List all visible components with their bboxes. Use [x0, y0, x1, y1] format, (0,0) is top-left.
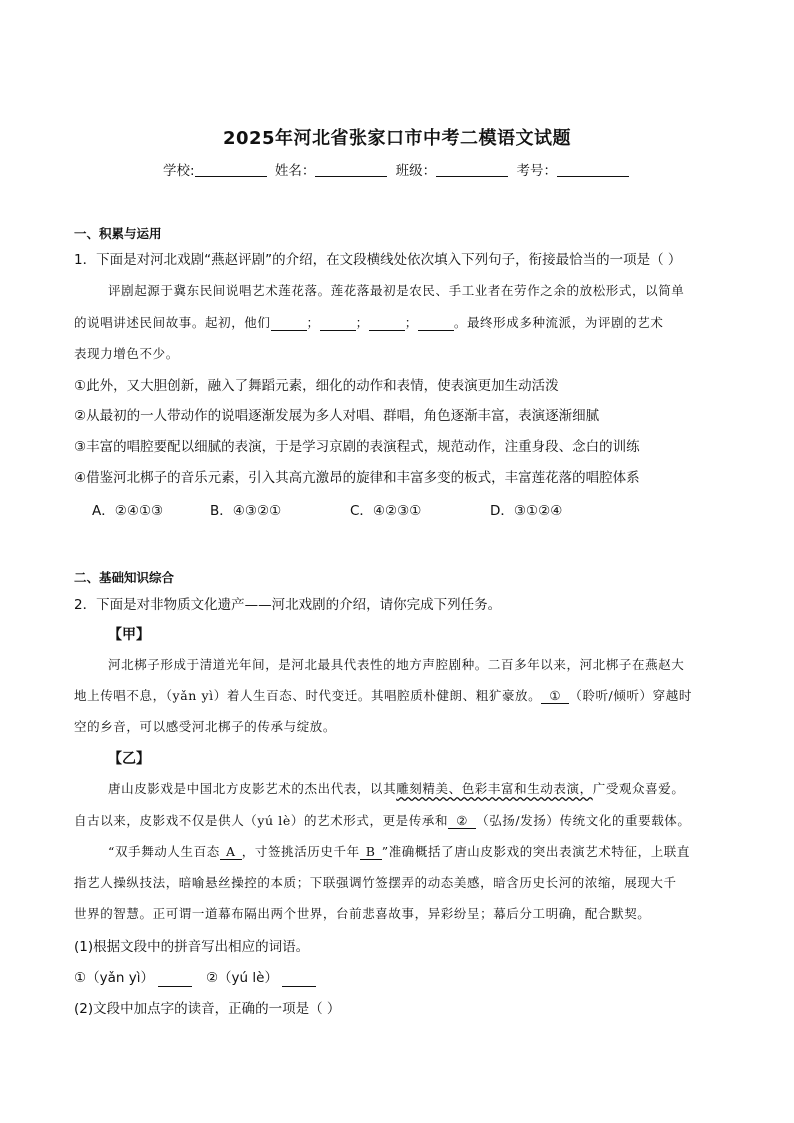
sub-question-1: (1)根据文段中的拼音写出相应的词语。	[74, 939, 310, 955]
sub-question-1-answers	[74, 966, 724, 987]
passage-text: 。最终形成多种流派，为评剧的艺术	[453, 315, 664, 330]
fill-blank[interactable]	[271, 315, 307, 331]
section-heading-2: 二、基础知识综合	[74, 570, 175, 585]
passage-text: 自古以来，皮影戏不仅是供人（yú lè）的艺术形式，更是传承和	[74, 813, 449, 828]
name-label: 姓名：	[274, 163, 316, 179]
option-sentence-2: ②从最初的一人带动作的说唱逐渐发展为多人对唱、群唱，角色逐渐丰富，表演逐渐细腻	[74, 408, 600, 424]
passage-line: 空的乡音，可以感受河北梆子的传承与绽放。	[74, 719, 337, 734]
separator: ；	[355, 315, 369, 330]
passage-label-jia: 【甲】	[108, 627, 150, 643]
answer-blank-2[interactable]	[282, 970, 316, 987]
choice-a[interactable]: A．②④①③	[92, 503, 164, 519]
question-1-stem: 1．下面是对河北戏剧“燕赵评剧”的介绍，在文段横线处依次填入下列句子，衔接最恰当的一项是（ ）	[74, 252, 682, 268]
fill-blank[interactable]	[418, 315, 454, 331]
sub-question-2: (2)文段中加点字的读音，正确的一项是（ ）	[74, 1001, 341, 1017]
choice-c[interactable]: C．④②③①	[350, 503, 422, 519]
passage-line	[74, 313, 722, 331]
option-sentence-1: ①此外，又大胆创新，融入了舞蹈元素，细化的动作和表情，使表演更加生动活泼	[74, 378, 559, 394]
exam-no-blank[interactable]	[557, 163, 629, 177]
passage-line	[74, 686, 722, 704]
passage-line	[74, 811, 722, 829]
fill-blank-b[interactable]: B	[360, 844, 382, 860]
name-blank[interactable]	[315, 163, 387, 177]
option-sentence-3: ③丰富的唱腔要配以细腻的表演，于是学习京剧的表演程式，规范动作，注重身段、念白的训练	[74, 439, 640, 455]
page-title: 2025年河北省张家口市中考二模语文试题	[222, 128, 572, 149]
fill-blank-a[interactable]: A	[220, 844, 242, 860]
question-2-stem: 2．下面是对非物质文化遗产——河北戏剧的介绍，请你完成下列任务。	[74, 597, 502, 613]
fill-blank[interactable]	[320, 315, 356, 331]
wavy-underlined-phrase: 雕刻精美、色彩丰富和生动表演，	[396, 781, 593, 796]
class-blank[interactable]	[436, 163, 508, 177]
passage-text: （弘扬/发扬）传统文化的重要载体。	[476, 813, 691, 828]
passage-text: 唐山皮影戏是中国北方皮影艺术的杰出代表，以其	[108, 781, 397, 796]
separator: ；	[404, 315, 418, 330]
passage-line	[108, 842, 722, 860]
student-info-line	[0, 159, 794, 179]
passage-line: 表现力增色不少。	[74, 346, 179, 361]
exam-no-label: 考号：	[516, 163, 557, 179]
section-heading-1: 一、积累与运用	[74, 226, 162, 241]
passage-text: （聆听/倾听）穿越时	[569, 688, 692, 703]
answer-blank-1[interactable]	[158, 970, 192, 987]
separator: ；	[306, 315, 320, 330]
fill-blank-2[interactable]: ②	[448, 813, 476, 829]
passage-label-yi: 【乙】	[108, 751, 150, 767]
fill-blank[interactable]	[369, 315, 405, 331]
passage-line: 世界的智慧。正可谓一道幕布隔出两个世界，台前悲喜故事，异彩纷呈；幕后分工明确，配合默契。	[74, 906, 651, 921]
class-label: 班级：	[395, 163, 437, 179]
answer-label-2: ②（yú lè）	[205, 970, 278, 986]
school-blank[interactable]	[195, 163, 267, 177]
passage-text: 广受观众喜爱。	[592, 781, 685, 796]
passage-line	[108, 779, 722, 797]
passage-text: “双手舞动人生百态	[108, 844, 220, 859]
passage-line: 评剧起源于冀东民间说唱艺术莲花落。莲花落最初是农民、手工业者在劳作之余的放松形式，以简单	[108, 283, 685, 298]
passage-line: 指艺人操纵技法，暗喻悬丝操控的本质；下联强调竹签摆弄的动态美感，暗含历史长河的浓缩，展现大千	[74, 875, 677, 890]
passage-line: 河北梆子形成于清道光年间，是河北最具代表性的地方声腔剧种。二百多年以来，河北梆子在燕赵大	[108, 657, 685, 672]
answer-label-1: ①（yǎn yì）	[74, 970, 154, 986]
option-sentence-4: ④借鉴河北梆子的音乐元素，引入其高亢激昂的旋律和丰富多变的板式，丰富莲花落的唱腔体系	[74, 470, 640, 486]
choice-d[interactable]: D．③①②④	[490, 503, 563, 519]
choice-b[interactable]: B．④③②①	[210, 503, 282, 519]
school-label: 学校:	[163, 163, 195, 179]
passage-text: ”准确概括了唐山皮影戏的突出表演艺术特征，上联直	[381, 844, 690, 859]
fill-blank-1[interactable]: ①	[541, 688, 569, 704]
passage-text: 地上传唱不息，（yǎn yì）着人生百态、时代变迁。其唱腔质朴健朗、粗犷豪放。	[74, 688, 542, 703]
answer-choices	[92, 499, 562, 519]
passage-text: 的说唱讲述民间故事。起初，他们	[74, 315, 271, 330]
passage-text: ，寸签挑活历史千年	[241, 844, 360, 859]
